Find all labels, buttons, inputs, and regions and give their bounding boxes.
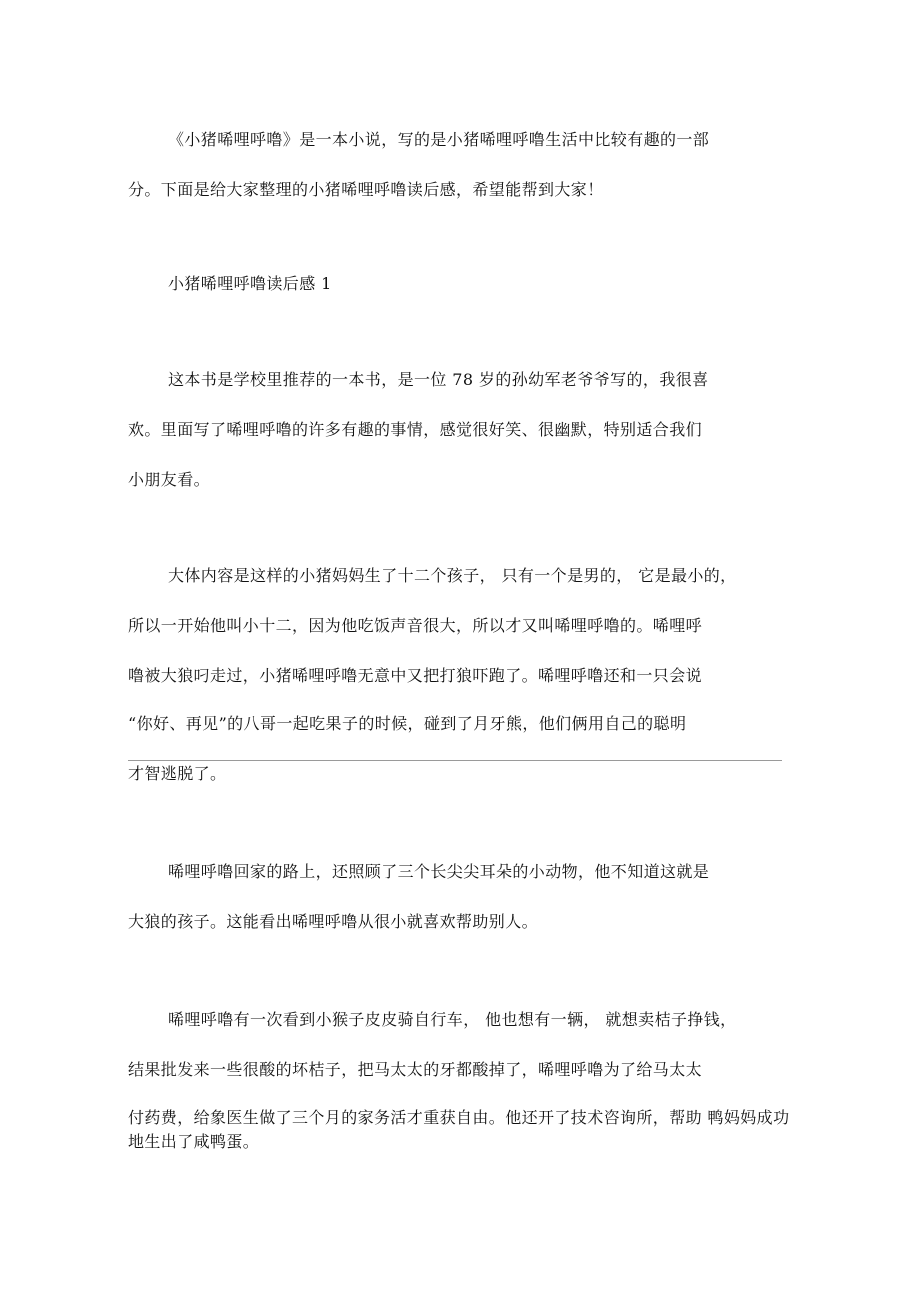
para-3-line-1: 唏哩呼噜回家的路上，还照顾了三个长尖尖耳朵的小动物，他不知道这就是 xyxy=(168,862,710,881)
para-2-line-3: 噜被大狼叼走过，小猪唏哩呼噜无意中又把打狼吓跑了。唏哩呼噜还和一只会说 xyxy=(128,666,703,685)
para-4-line-1: 唏哩呼噜有一次看到小猴子皮皮骑自行车， 他也想有一辆， 就想卖桔子挣钱， xyxy=(168,1010,737,1029)
para-3-line-2: 大狼的孩子。这能看出唏哩呼噜从很小就喜欢帮助别人。 xyxy=(128,912,539,931)
para-2-line-2: 所以一开始他叫小十二，因为他吃饭声音很大，所以才又叫唏哩呼噜的。唏哩呼 xyxy=(128,616,703,635)
section-heading: 小猪唏哩呼噜读后感 1 xyxy=(168,274,332,293)
para-2-line-5: 才智逃脱了。 xyxy=(128,764,227,783)
para-2-line-1: 大体内容是这样的小猪妈妈生了十二个孩子， 只有一个是男的， 它是最小的， xyxy=(168,566,737,585)
para-2-line-4: “你好、再见”的八哥一起吃果子的时候，碰到了月牙熊，他们俩用自己的聪明 xyxy=(128,714,687,733)
para-4-line-3: 付药费，给象医生做了三个月的家务活才重获自由。他还开了技术咨询所，帮助 鸭妈妈成功 xyxy=(128,1108,790,1127)
intro-line-1: 《小猪唏哩呼噜》是一本小说，写的是小猪唏哩呼噜生活中比较有趣的一部 xyxy=(168,130,710,149)
para-4-line-2: 结果批发来一些很酸的坏桔子，把马太太的牙都酸掉了，唏哩呼噜为了给马太太 xyxy=(128,1060,703,1079)
para-1-line-3: 小朋友看。 xyxy=(128,470,211,489)
para-4-line-4: 地生出了咸鸭蛋。 xyxy=(128,1132,260,1151)
para-1-line-1: 这本书是学校里推荐的一本书，是一位 78 岁的孙幼军老爷爷写的，我很喜 xyxy=(168,370,709,389)
intro-line-2: 分。下面是给大家整理的小猪唏哩呼噜读后感，希望能帮到大家！ xyxy=(128,180,604,199)
para-1-line-2: 欢。里面写了唏哩呼噜的许多有趣的事情，感觉很好笑、很幽默，特别适合我们 xyxy=(128,420,703,439)
horizontal-divider xyxy=(128,760,782,761)
